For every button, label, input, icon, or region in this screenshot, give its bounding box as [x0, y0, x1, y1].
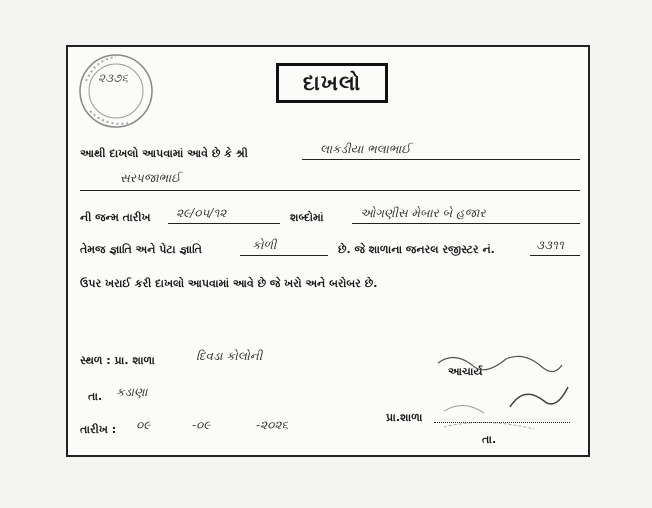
ta-label: તા. [88, 390, 103, 403]
stamp-number: ૨૩૭૬ [98, 71, 129, 85]
caste-underline [240, 255, 328, 256]
caste-label: તેમજ જ્ઞાતિ અને પેટા જ્ઞાતિ [80, 243, 202, 256]
principal-signature-stamp-icon [424, 347, 584, 437]
student-name-part2: સરપજાભાઈ [120, 171, 181, 185]
dob-words-value: ઓગણીસ મેબાર બે હજાર [360, 206, 486, 220]
place-label: સ્થળ : પ્રા. શાળા [80, 354, 155, 367]
ta-value: કડાણા [116, 385, 148, 399]
dob-words-label: શબ્દોમાં [290, 211, 324, 224]
register-value: ૩૩૧૧ [536, 238, 564, 252]
date-label: તારીખ : [80, 423, 117, 436]
name-underline [302, 159, 580, 160]
dob-value: ૨૯/૦૫/૧૨ [176, 206, 227, 220]
certificate [66, 45, 590, 457]
caste-value: કોળી [252, 238, 277, 252]
register-label: છે. જે શાળાના જનરલ રજીસ્ટર નં. [338, 243, 495, 256]
confirmation-text: ઉપર ખરાઈ કરી દાખલો આપવામાં આવે છે જે ખરો અને બરોબર છે. [80, 277, 378, 290]
certificate-title: દાખલો [276, 63, 388, 103]
intro-text: આથી દાખલો આપવામાં આવે છે કે શ્રી [80, 147, 248, 160]
school-stamp-icon [76, 51, 156, 131]
date-year: -૨૦૨૬ [256, 418, 289, 432]
school-dotline [434, 422, 570, 423]
name-underline-2 [80, 190, 580, 191]
school-label: પ્રા.શાળા [386, 411, 423, 424]
date-month: -૦૯ [192, 418, 211, 432]
dob-label: ની જન્મ તારીખ [80, 211, 151, 224]
principal-label: આચાર્ય [448, 365, 483, 378]
dob-words-underline [352, 223, 580, 224]
date-day: ૦૯ [136, 418, 151, 432]
school-ta-label: તા. [482, 433, 497, 446]
student-name-part1: લાકડીયા ભલાભાઈ [320, 142, 411, 156]
place-value: દિવડા કોલોની [196, 349, 263, 363]
dob-underline [168, 223, 280, 224]
register-underline [530, 255, 580, 256]
